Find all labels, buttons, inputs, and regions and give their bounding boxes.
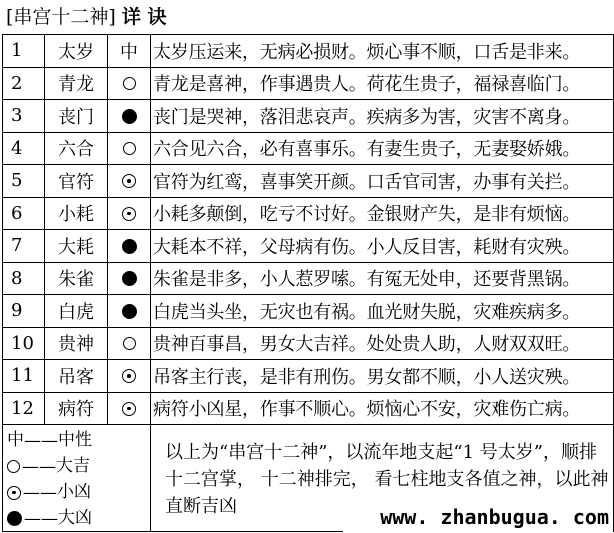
legend-item bbox=[7, 505, 150, 531]
verse-text: 太岁压运来，无病必损财。烦心事不顺，口舌是非来。 bbox=[151, 35, 614, 68]
gods-table-body bbox=[3, 35, 614, 425]
page-title bbox=[6, 2, 166, 32]
god-name: 吊客 bbox=[45, 360, 108, 393]
god-name: 丧门 bbox=[45, 100, 108, 133]
table-row bbox=[3, 165, 614, 198]
legend-dash: —— bbox=[24, 508, 58, 529]
row-number: 8 bbox=[3, 262, 45, 295]
legend-label: 中性 bbox=[58, 430, 92, 450]
god-name: 小耗 bbox=[45, 197, 108, 230]
verse-text: 大耗本不祥，父母病有伤。小人反目害，耗财有灾殃。 bbox=[151, 230, 614, 263]
legend-dash: —— bbox=[22, 456, 56, 477]
fortune-symbol-cell bbox=[108, 197, 151, 230]
legend-item bbox=[7, 453, 150, 479]
row-number: 7 bbox=[3, 230, 45, 263]
fortune-symbol-cell bbox=[108, 165, 151, 198]
fortune-symbol-cell bbox=[108, 230, 151, 263]
filled-circle-icon bbox=[122, 109, 137, 124]
legend-dash: —— bbox=[23, 482, 57, 503]
legend-dash: —— bbox=[24, 430, 58, 451]
god-name: 白虎 bbox=[45, 295, 108, 328]
god-name: 大耗 bbox=[45, 230, 108, 263]
row-number: 4 bbox=[3, 132, 45, 165]
fortune-symbol-cell bbox=[108, 295, 151, 328]
god-name: 六合 bbox=[45, 132, 108, 165]
dotted-circle-icon bbox=[7, 486, 21, 500]
filled-circle-icon bbox=[122, 304, 137, 319]
row-number: 12 bbox=[3, 392, 45, 425]
verse-text: 六合见六合，必有喜事乐。有妻生贵子，无妻娶娇娥。 bbox=[151, 132, 614, 165]
filled-circle-icon bbox=[7, 511, 22, 526]
dotted-circle-icon bbox=[122, 174, 136, 188]
fortune-symbol-cell bbox=[108, 360, 151, 393]
dotted-circle-icon bbox=[122, 207, 136, 221]
table-row bbox=[3, 360, 614, 393]
verse-text: 丧门是哭神，落泪悲哀声。疾病多为害，灾害不离身。 bbox=[151, 100, 614, 133]
title-bold: 详 诀 bbox=[121, 6, 167, 28]
god-name: 贵神 bbox=[45, 327, 108, 360]
row-number: 6 bbox=[3, 197, 45, 230]
filled-circle-icon bbox=[122, 271, 137, 286]
note-cell: 以上为“串宫十二神”，以流年地支起“1 号太岁”，顺排十二宫掌， 十二神排完， 看七柱地支各值之神，以此神直断吉凶 bbox=[151, 425, 614, 532]
table-row bbox=[3, 327, 614, 360]
legend-cell bbox=[3, 425, 151, 532]
fortune-symbol-cell bbox=[108, 100, 151, 133]
fortune-symbol-cell bbox=[108, 262, 151, 295]
neutral-symbol: 中 bbox=[120, 41, 138, 63]
open-circle-icon bbox=[7, 460, 20, 473]
watermark-text: www. zhanbugua. com bbox=[343, 503, 613, 532]
dotted-circle-icon bbox=[122, 369, 136, 383]
table-row bbox=[3, 197, 614, 230]
god-name: 青龙 bbox=[45, 67, 108, 100]
verse-text: 贵神百事昌，男女大吉祥。处处贵人助，人财双双旺。 bbox=[151, 327, 614, 360]
fortune-symbol-cell bbox=[108, 35, 151, 68]
row-number: 10 bbox=[3, 327, 45, 360]
table-row bbox=[3, 262, 614, 295]
row-number: 9 bbox=[3, 295, 45, 328]
god-name: 病符 bbox=[45, 392, 108, 425]
open-circle-icon bbox=[123, 337, 136, 350]
fortune-symbol-cell bbox=[108, 392, 151, 425]
verse-text: 小耗多颠倒，吃亏不讨好。金银财产失，是非有烦恼。 bbox=[151, 197, 614, 230]
legend-list bbox=[7, 427, 150, 531]
table-row bbox=[3, 35, 614, 68]
legend-label: 小凶 bbox=[57, 482, 91, 502]
god-name: 朱雀 bbox=[45, 262, 108, 295]
dotted-circle-icon bbox=[122, 402, 136, 416]
verse-text: 吊客主行丧，是非有刑伤。男女都不顺，小人送灾殃。 bbox=[151, 360, 614, 393]
legend-item bbox=[7, 427, 150, 453]
verse-text: 朱雀是非多，小人惹罗嗦。有冤无处申，还要背黑锅。 bbox=[151, 262, 614, 295]
row-number: 5 bbox=[3, 165, 45, 198]
row-number: 2 bbox=[3, 67, 45, 100]
title-bracket: [串宫十二神] bbox=[6, 6, 116, 28]
row-number: 11 bbox=[3, 360, 45, 393]
legend-item bbox=[7, 479, 150, 505]
verse-text: 病符小凶星，作事不顺心。烦恼心不安，灾难伤亡病。 bbox=[151, 392, 614, 425]
fortune-symbol-cell bbox=[108, 132, 151, 165]
neutral-symbol: 中 bbox=[7, 430, 24, 450]
verse-text: 官符为红鸾，喜事笑开颜。口舌官司害，办事有关拦。 bbox=[151, 165, 614, 198]
gods-table bbox=[2, 34, 614, 532]
row-number: 1 bbox=[3, 35, 45, 68]
table-row bbox=[3, 295, 614, 328]
verse-text: 白虎当头坐，无灾也有祸。血光财失脱，灾难疾病多。 bbox=[151, 295, 614, 328]
table-row bbox=[3, 100, 614, 133]
fortune-symbol-cell bbox=[108, 67, 151, 100]
god-name: 官符 bbox=[45, 165, 108, 198]
fortune-symbol-cell bbox=[108, 327, 151, 360]
open-circle-icon bbox=[123, 77, 136, 90]
verse-text: 青龙是喜神，作事遇贵人。荷花生贵子，福禄喜临门。 bbox=[151, 67, 614, 100]
table-row bbox=[3, 392, 614, 425]
table-row bbox=[3, 67, 614, 100]
legend-label: 大凶 bbox=[58, 508, 92, 528]
row-number: 3 bbox=[3, 100, 45, 133]
open-circle-icon bbox=[123, 142, 136, 155]
table-row bbox=[3, 132, 614, 165]
filled-circle-icon bbox=[122, 239, 137, 254]
god-name: 太岁 bbox=[45, 35, 108, 68]
table-row bbox=[3, 230, 614, 263]
legend-label: 大吉 bbox=[56, 456, 90, 476]
